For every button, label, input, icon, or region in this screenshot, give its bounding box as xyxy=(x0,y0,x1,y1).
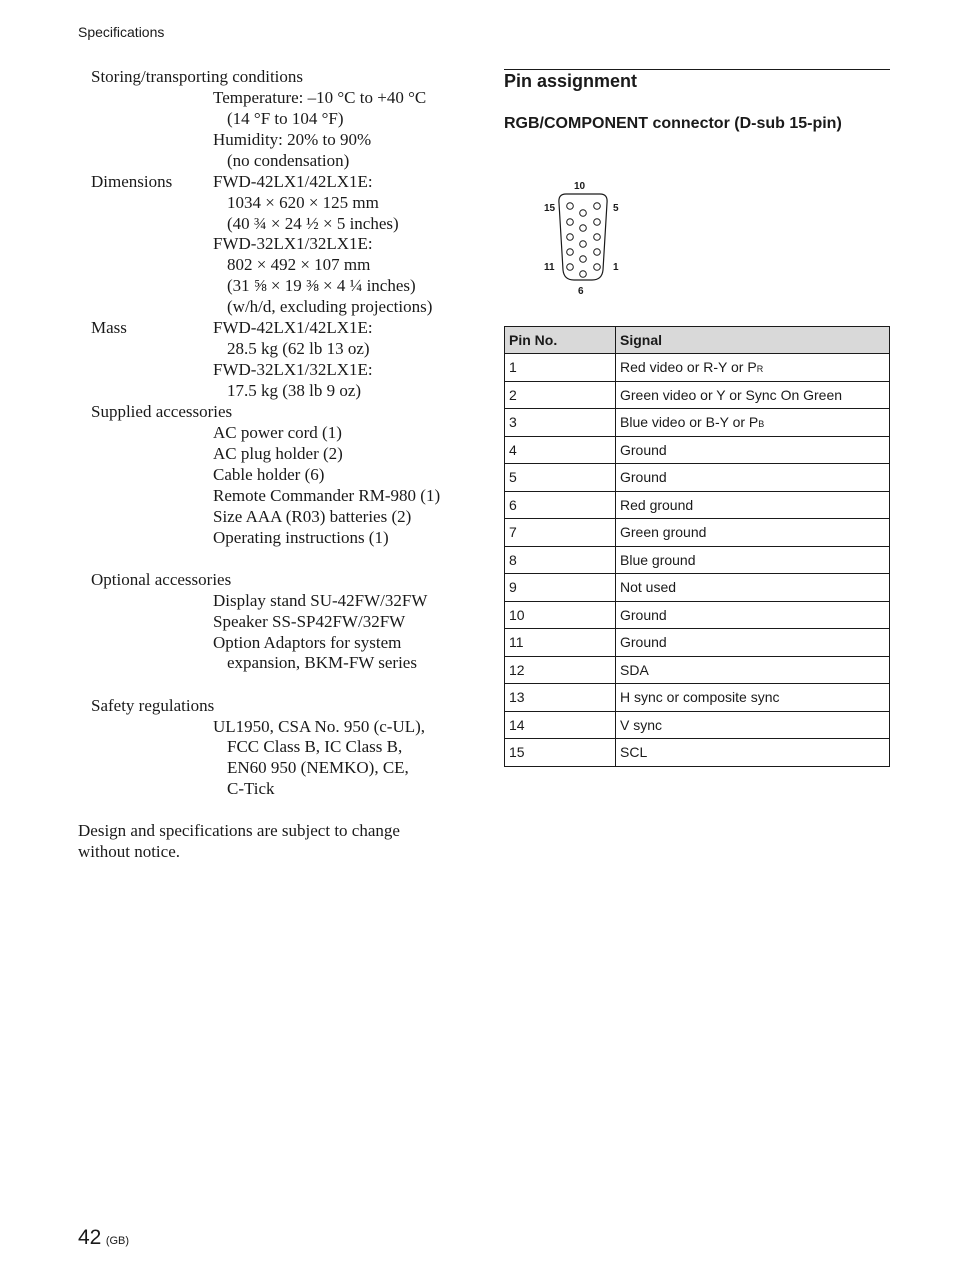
page-number: 42 xyxy=(78,1226,102,1249)
optional-item-continued: expansion, BKM-FW series xyxy=(227,653,417,672)
table-row xyxy=(505,656,890,684)
dimensions-32-mm: 802 × 492 × 107 mm xyxy=(227,255,371,274)
safety-regulations-title: Safety regulations xyxy=(91,696,215,715)
signal-cell xyxy=(616,464,890,492)
pin-label-10: 10 xyxy=(574,181,586,192)
storing-temperature: Temperature: –10 °C to +40 °C xyxy=(213,88,427,107)
signal-text: Ground xyxy=(620,606,667,623)
safety-standard: EN60 950 (NEMKO), CE, xyxy=(227,758,409,777)
signal-cell xyxy=(616,491,890,519)
table-row xyxy=(505,739,890,767)
pin-5-hole xyxy=(594,203,601,210)
pin-4-hole xyxy=(594,219,601,226)
dimensions-model-32: FWD-32LX1/32LX1E: xyxy=(213,234,373,253)
pin-number-cell: 7 xyxy=(505,519,616,547)
optional-item: Option Adaptors for system xyxy=(213,633,402,652)
connector-subheading: RGB/COMPONENT connector (D-sub 15-pin) xyxy=(504,115,842,132)
storing-temperature-f: (14 °F to 104 °F) xyxy=(227,109,344,128)
signal-text: Ground xyxy=(620,634,667,651)
safety-standard: FCC Class B, IC Class B, xyxy=(227,737,403,756)
supplied-item: Remote Commander RM-980 (1) xyxy=(213,486,441,505)
supplied-item: Cable holder (6) xyxy=(213,465,325,484)
storing-title: Storing/transporting conditions xyxy=(91,67,304,86)
signal-cell xyxy=(616,711,890,739)
signal-text: Blue ground xyxy=(620,551,696,568)
mass-model-42: FWD-42LX1/42LX1E: xyxy=(213,318,373,337)
dimensions-note: (w/h/d, excluding projections) xyxy=(227,297,433,316)
pin-number-cell: 10 xyxy=(505,601,616,629)
pin-assignment-heading: Pin assignment xyxy=(504,71,638,91)
dimensions-label: Dimensions xyxy=(91,172,173,191)
pin-3-hole xyxy=(594,234,601,241)
pin-number-cell: 1 xyxy=(505,354,616,382)
supplied-item: AC plug holder (2) xyxy=(213,444,343,463)
pin-label-1: 1 xyxy=(613,262,619,273)
signal-text: Green video or Y or Sync On Green xyxy=(620,386,843,403)
column-header-pin: Pin No. xyxy=(505,327,616,354)
pin-assignment-table xyxy=(504,326,890,767)
signal-text: H sync or composite sync xyxy=(620,689,780,706)
pin-label-11: 11 xyxy=(544,262,555,273)
table-row xyxy=(505,546,890,574)
signal-cell xyxy=(616,436,890,464)
supplied-item: Operating instructions (1) xyxy=(213,528,389,547)
table-row xyxy=(505,464,890,492)
safety-standard: UL1950, CSA No. 950 (c-UL), xyxy=(213,717,426,736)
pin-number-cell: 4 xyxy=(505,436,616,464)
dimensions-42-mm: 1034 × 620 × 125 mm xyxy=(227,193,379,212)
signal-text: SCL xyxy=(620,744,648,761)
safety-standard: C-Tick xyxy=(227,779,275,798)
pin-1-hole xyxy=(594,264,601,271)
signal-text: Green ground xyxy=(620,524,707,541)
pin-number-cell: 6 xyxy=(505,491,616,519)
pin-10-hole xyxy=(580,210,587,217)
table-row xyxy=(505,381,890,409)
pin-label-6: 6 xyxy=(578,286,584,297)
pin-7-hole xyxy=(580,256,587,263)
supplied-item: AC power cord (1) xyxy=(213,423,342,442)
signal-cell xyxy=(616,546,890,574)
signal-text: SDA xyxy=(620,661,649,678)
dimensions-32-inches: (31 ⅝ × 19 ⅜ × 4 ¼ inches) xyxy=(227,276,416,295)
signal-text: Blue video or B-Y or P xyxy=(620,414,759,431)
optional-item: Display stand SU-42FW/32FW xyxy=(213,591,428,610)
pin-14-hole xyxy=(567,219,574,226)
pin-6-hole xyxy=(580,271,587,278)
supplied-accessories-title: Supplied accessories xyxy=(91,402,233,421)
signal-text: Red video or R-Y or P xyxy=(620,359,757,376)
mass-label: Mass xyxy=(91,318,127,337)
pin-13-hole xyxy=(567,234,574,241)
change-notice: Design and specifications are subject to change xyxy=(78,821,400,840)
table-row xyxy=(505,711,890,739)
pin-number-cell: 9 xyxy=(505,574,616,602)
pin-number-cell: 5 xyxy=(505,464,616,492)
signal-cell xyxy=(616,574,890,602)
table-row xyxy=(505,436,890,464)
pin-number-cell: 14 xyxy=(505,711,616,739)
table-row xyxy=(505,519,890,547)
pin-number-cell: 15 xyxy=(505,739,616,767)
supplied-item: Size AAA (R03) batteries (2) xyxy=(213,507,412,526)
pin-15-hole xyxy=(567,203,574,210)
pin-label-15: 15 xyxy=(544,203,556,214)
signal-text: Ground xyxy=(620,441,667,458)
pin-11-hole xyxy=(567,264,574,271)
pin-2-hole xyxy=(594,249,601,256)
mass-32-value: 17.5 kg (38 lb 9 oz) xyxy=(227,381,362,400)
signal-cell xyxy=(616,519,890,547)
page-footer xyxy=(78,1226,129,1250)
change-notice-cont: without notice. xyxy=(78,842,180,861)
signal-cell xyxy=(616,684,890,712)
table-row xyxy=(505,601,890,629)
pin-number-cell: 8 xyxy=(505,546,616,574)
pin-8-hole xyxy=(580,241,587,248)
signal-cell xyxy=(616,739,890,767)
optional-item: Speaker SS-SP42FW/32FW xyxy=(213,612,406,631)
signal-subscript: B xyxy=(758,419,765,430)
column-header-signal: Signal xyxy=(616,327,890,354)
table-row xyxy=(505,491,890,519)
section-rule xyxy=(504,69,890,70)
dimensions-model-42: FWD-42LX1/42LX1E: xyxy=(213,172,373,191)
signal-cell xyxy=(616,601,890,629)
storing-condensation: (no condensation) xyxy=(227,151,350,170)
page-region: (GB) xyxy=(105,1235,130,1247)
storing-humidity: Humidity: 20% to 90% xyxy=(213,130,372,149)
signal-cell xyxy=(616,409,890,437)
dsub15-connector-diagram xyxy=(538,178,628,298)
dsub15-connector-svg xyxy=(538,178,628,298)
pin-number-cell: 12 xyxy=(505,656,616,684)
table-row xyxy=(505,354,890,382)
mass-model-32: FWD-32LX1/32LX1E: xyxy=(213,360,373,379)
table-body xyxy=(505,354,890,767)
pin-12-hole xyxy=(567,249,574,256)
optional-accessories-title: Optional accessories xyxy=(91,570,232,589)
signal-text: V sync xyxy=(620,716,663,733)
mass-42-value: 28.5 kg (62 lb 13 oz) xyxy=(227,339,370,358)
table-row xyxy=(505,574,890,602)
table-row xyxy=(505,409,890,437)
signal-subscript: R xyxy=(756,364,764,375)
signal-cell xyxy=(616,354,890,382)
pin-label-5: 5 xyxy=(613,203,619,214)
pin-number-cell: 3 xyxy=(505,409,616,437)
pin-number-cell: 13 xyxy=(505,684,616,712)
signal-text: Red ground xyxy=(620,496,694,513)
signal-cell xyxy=(616,629,890,657)
table-header-row xyxy=(505,327,890,354)
signal-cell xyxy=(616,381,890,409)
signal-cell xyxy=(616,656,890,684)
signal-text: Ground xyxy=(620,469,667,486)
running-header: Specifications xyxy=(78,24,165,40)
table-row xyxy=(505,629,890,657)
table-row xyxy=(505,684,890,712)
signal-text: Not used xyxy=(620,579,677,596)
dimensions-42-inches: (40 ¾ × 24 ½ × 5 inches) xyxy=(227,214,399,233)
pin-number-cell: 2 xyxy=(505,381,616,409)
pin-number-cell: 11 xyxy=(505,629,616,657)
pin-9-hole xyxy=(580,225,587,232)
